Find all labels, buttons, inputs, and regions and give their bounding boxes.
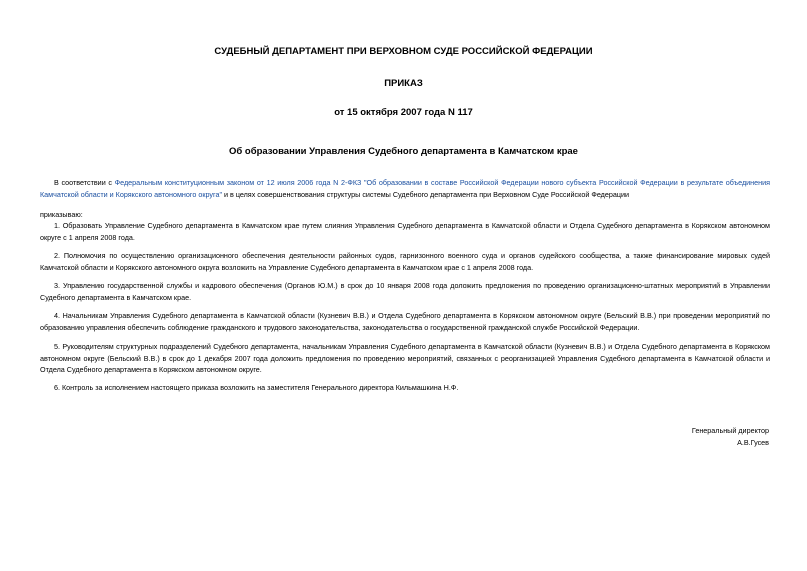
order-item-text: 1. Образовать Управление Судебного департамента в Камчатском крае путем слияния Управления Судебного департамента в Камчатской области и Отдела Судебного департамента в Корякском автономном округе с 1 апреля 2008 года. <box>40 221 770 242</box>
order-item-4 <box>40 310 770 333</box>
orders-word: приказываю: <box>40 210 83 219</box>
order-item-3 <box>40 280 770 303</box>
order-item-text: 2. Полномочия по осуществлению организационного обеспечения деятельности районных судов, гарнизонного военного суда и органов судейского сообщества, а также финансирование мировых судей Камчатской области и Корякского автономного округа возложить на Управление Судебного департамента в Камчатском крае с 1 апреля 2008 года. <box>40 251 770 272</box>
order-item-2 <box>40 250 770 273</box>
order-item-text: 5. Руководителям структурных подразделений Судебного департамента, начальникам Управления Судебного департамента в Камчатской области (Кузневич В.В.) и Отдела Судебного департамента в Корякском автономном округе (Бельский В.В.) в срок до 1 декабря 2007 года доложить предложения по проведению мероприятий, связанных с реорганизацией Управления Судебного департамента в Камчатской области и Отдела Судебного департамента в Корякском автономном округе. <box>40 342 770 374</box>
date-number-heading: от 15 октября 2007 года N 117 <box>334 107 473 118</box>
document-type-heading: ПРИКАЗ <box>384 78 423 89</box>
preamble-paragraph <box>40 177 770 200</box>
federal-law-link[interactable]: Федеральным конституционным законом от 12 июля 2006 года N 2-ФКЗ "Об образовании в составе Российской Федерации нового субъекта Российской Федерации в результате объединения Камчатской области и Корякского автономного округа" <box>40 178 771 199</box>
organization-heading: СУДЕБНЫЙ ДЕПАРТАМЕНТ ПРИ ВЕРХОВНОМ СУДЕ РОССИЙСКОЙ ФЕДЕРАЦИИ <box>214 46 593 57</box>
signature-name: А.В.Гусев <box>737 438 769 447</box>
order-item-text: 4. Начальникам Управления Судебного департамента в Камчатской области (Кузневич В.В.) и Отдела Судебного департамента в Корякском автономном округе (Бельский В.В.) при проведении мероприятий по образованию управления обеспечить соблюдение гражданского и трудового законодательства, законодательства о государственной гражданской службе Российской Федерации. <box>40 311 770 332</box>
orders-word-block <box>40 209 770 221</box>
order-item-5 <box>40 341 770 376</box>
preamble-intro: В соответствии с <box>54 178 115 187</box>
signature-position: Генеральный директор <box>691 426 769 435</box>
order-item-6 <box>40 382 770 394</box>
document-title: Об образовании Управления Судебного департамента в Камчатском крае <box>229 146 578 157</box>
preamble <box>40 177 770 200</box>
order-item-text: 6. Контроль за исполнением настоящего приказа возложить на заместителя Генерального директора Кильмашкина Н.Ф. <box>54 383 459 392</box>
order-item-text: 3. Управлению государственной службы и кадрового обеспечения (Органов Ю.М.) в срок до 10 января 2008 года доложить предложения по проведению организационно-штатных мероприятий в Управлении Судебного департамента в Камчатском крае. <box>40 281 770 302</box>
order-item-1 <box>40 220 770 243</box>
preamble-tail: и в целях совершенствования структуры системы Судебного департамента при Верховном Суде Российской Федерации <box>222 189 630 199</box>
